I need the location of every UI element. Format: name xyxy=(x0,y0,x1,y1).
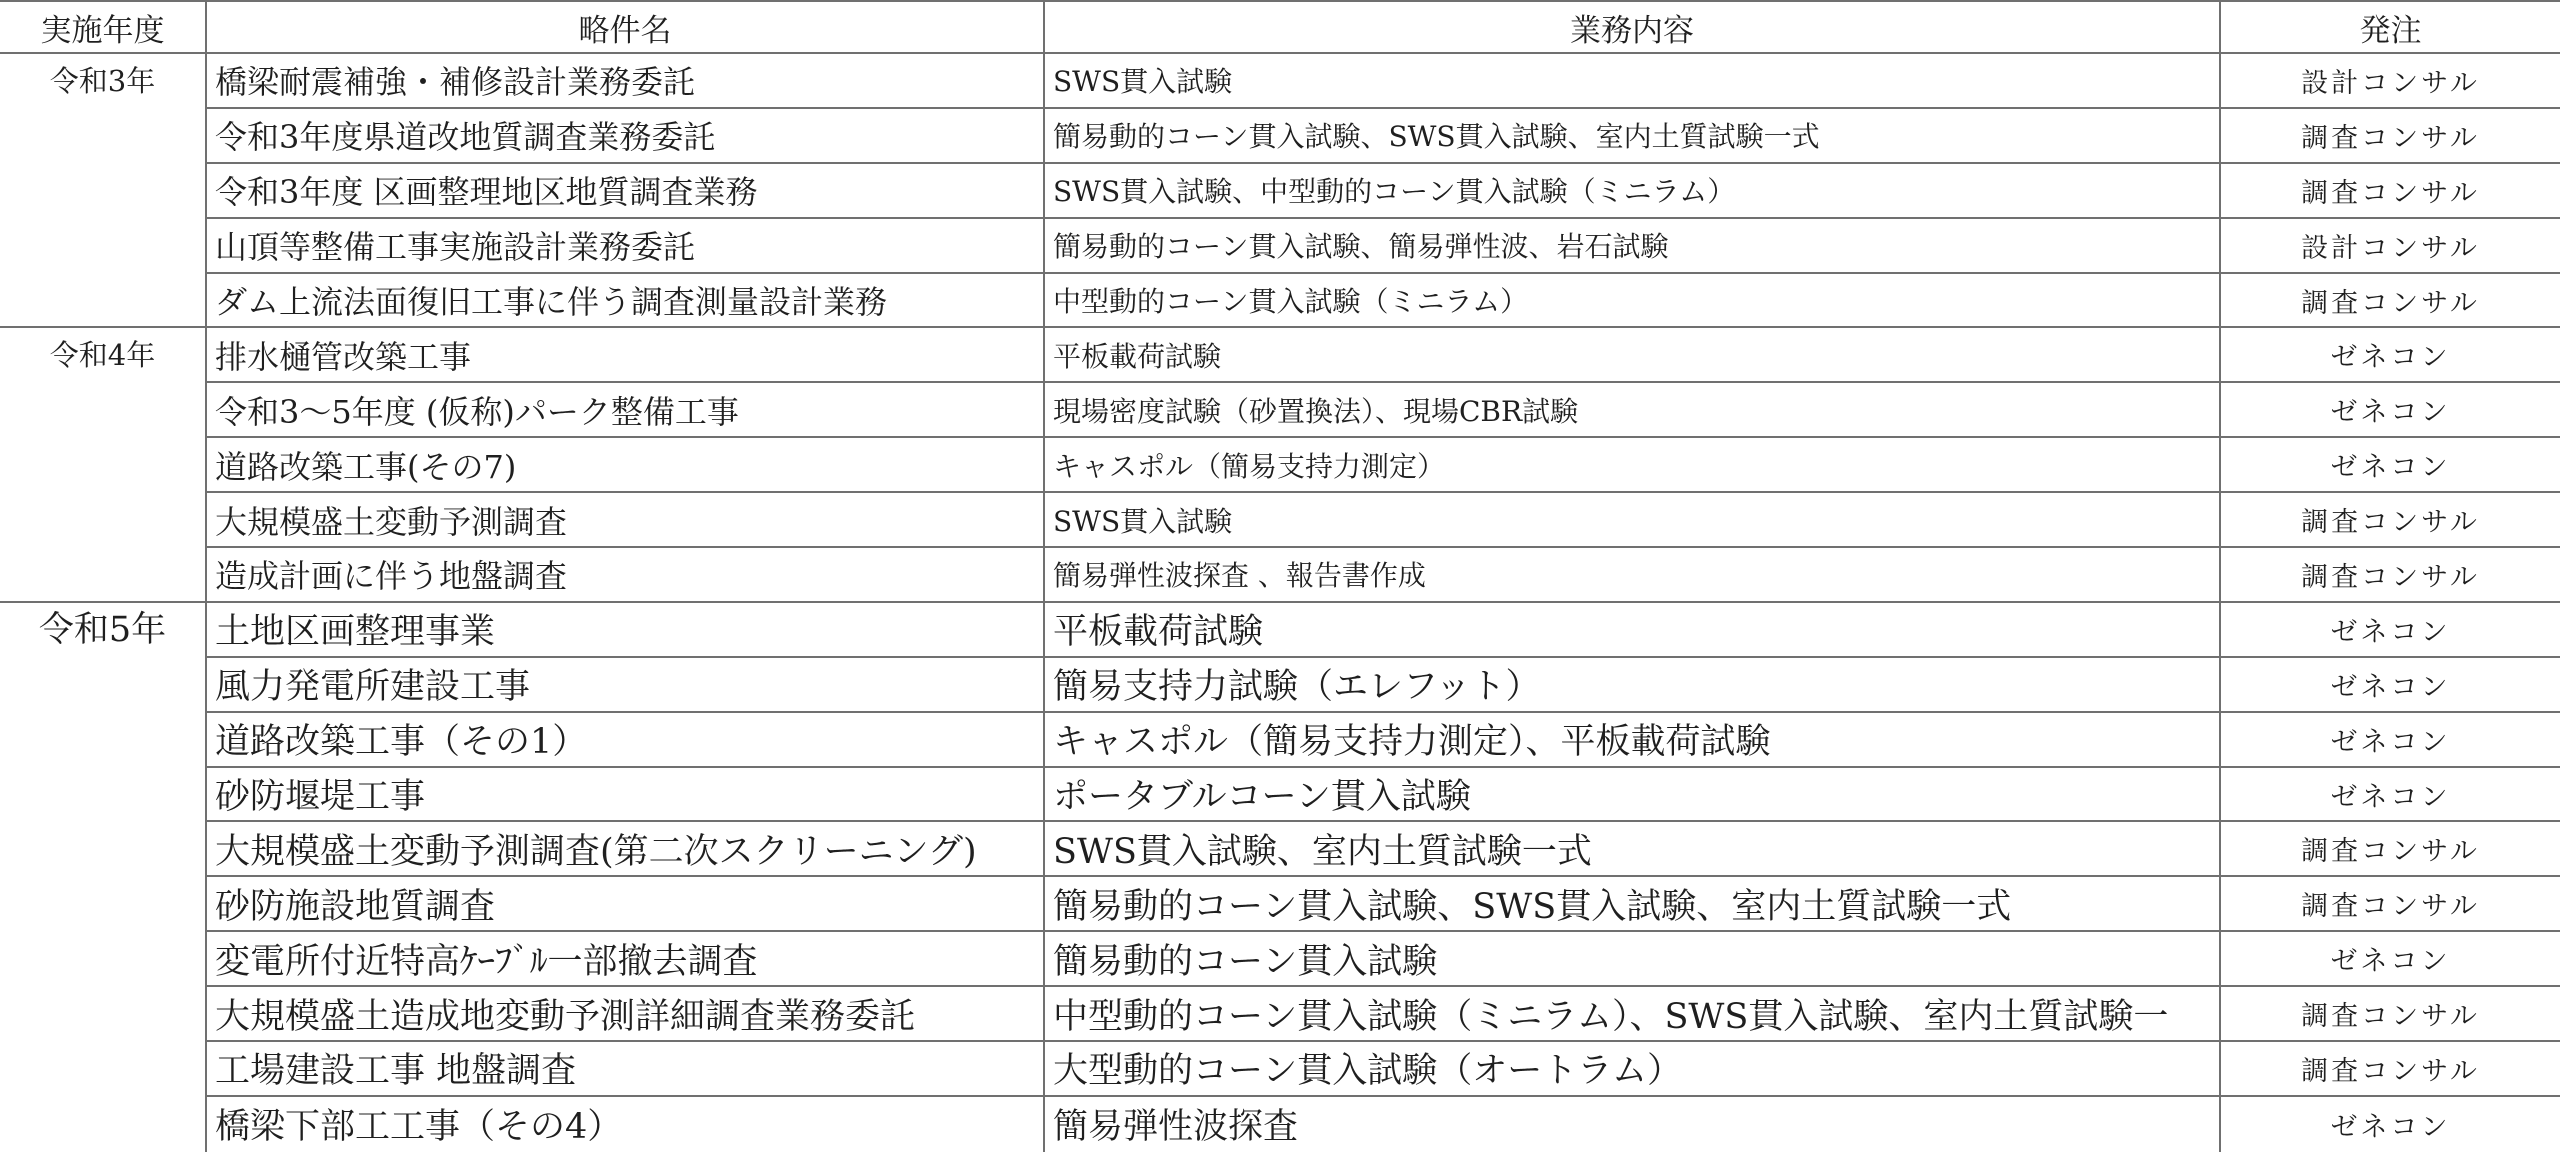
work-content-cell: 大型動的コーン貫入試験（オートラム） xyxy=(1045,1042,2221,1097)
table-row xyxy=(207,438,2560,493)
project-name-cell: 橋梁耐震補強・補修設計業務委託 xyxy=(207,54,1045,109)
project-name-cell: 大規模盛土変動予測調査(第二次スクリーニング) xyxy=(207,822,1045,877)
table-row xyxy=(207,932,2560,987)
client-type-cell: ゼネコン xyxy=(2221,658,2560,713)
work-content-cell: 中型動的コーン貫入試験（ミニラム） xyxy=(1045,274,2221,329)
year-cell: 令和5年 xyxy=(0,603,207,1152)
client-type-cell: 調査コンサル xyxy=(2221,164,2560,219)
table-row xyxy=(207,548,2560,603)
project-name-cell: 土地区画整理事業 xyxy=(207,603,1045,658)
header-client: 発注 xyxy=(2221,2,2560,54)
project-name-cell: 砂防堰堤工事 xyxy=(207,768,1045,823)
work-content-cell: 簡易動的コーン貫入試験、SWS貫入試験、室内土質試験一式 xyxy=(1045,109,2221,164)
work-content-cell: SWS貫入試験、室内土質試験一式 xyxy=(1045,822,2221,877)
work-content-cell: キャスポル（簡易支持力測定）、平板載荷試験 xyxy=(1045,713,2221,768)
work-content-cell: ポータブルコーン貫入試験 xyxy=(1045,768,2221,823)
table-row xyxy=(207,219,2560,274)
project-name-cell: 大規模盛土変動予測調査 xyxy=(207,493,1045,548)
project-name-cell: 令和3年度 区画整理地区地質調査業務 xyxy=(207,164,1045,219)
table-row xyxy=(207,54,2560,109)
client-type-cell: ゼネコン xyxy=(2221,328,2560,383)
client-type-cell: 調査コンサル xyxy=(2221,822,2560,877)
project-name-cell: 山頂等整備工事実施設計業務委託 xyxy=(207,219,1045,274)
table-row xyxy=(207,109,2560,164)
year-group-reiwa3 xyxy=(0,54,2560,328)
client-type-cell: ゼネコン xyxy=(2221,383,2560,438)
table-row xyxy=(207,328,2560,383)
client-type-cell: ゼネコン xyxy=(2221,438,2560,493)
client-type-cell: 調査コンサル xyxy=(2221,493,2560,548)
table-row xyxy=(207,164,2560,219)
table-row xyxy=(207,1042,2560,1097)
work-content-cell: SWS貫入試験、中型動的コーン貫入試験（ミニラム） xyxy=(1045,164,2221,219)
project-name-cell: 橋梁下部工工事（その4） xyxy=(207,1097,1045,1152)
table-row xyxy=(207,822,2560,877)
year-group-rows xyxy=(207,54,2560,328)
year-group-reiwa4 xyxy=(0,328,2560,602)
work-content-cell: 簡易支持力試験（エレフット） xyxy=(1045,658,2221,713)
table-row xyxy=(207,987,2560,1042)
client-type-cell: 設計コンサル xyxy=(2221,54,2560,109)
work-content-cell: SWS貫入試験 xyxy=(1045,493,2221,548)
project-name-cell: 造成計画に伴う地盤調査 xyxy=(207,548,1045,603)
work-content-cell: SWS貫入試験 xyxy=(1045,54,2221,109)
work-content-cell: 簡易動的コーン貫入試験、SWS貫入試験、室内土質試験一式 xyxy=(1045,877,2221,932)
client-type-cell: ゼネコン xyxy=(2221,932,2560,987)
table-row xyxy=(207,1097,2560,1152)
client-type-cell: 調査コンサル xyxy=(2221,109,2560,164)
table-row xyxy=(207,603,2560,658)
project-name-cell: 風力発電所建設工事 xyxy=(207,658,1045,713)
work-content-cell: 簡易弾性波探査 、報告書作成 xyxy=(1045,548,2221,603)
client-type-cell: 設計コンサル xyxy=(2221,219,2560,274)
project-name-cell: 道路改築工事(その7) xyxy=(207,438,1045,493)
work-content-cell: 簡易動的コーン貫入試験、簡易弾性波、岩石試験 xyxy=(1045,219,2221,274)
work-content-cell: 簡易動的コーン貫入試験 xyxy=(1045,932,2221,987)
year-group-reiwa5 xyxy=(0,603,2560,1152)
project-name-cell: 変電所付近特高ｹｰﾌﾞﾙ一部撤去調査 xyxy=(207,932,1045,987)
client-type-cell: 調査コンサル xyxy=(2221,987,2560,1042)
project-name-cell: 令和3～5年度 (仮称)パーク整備工事 xyxy=(207,383,1045,438)
table-header-row xyxy=(0,0,2560,54)
work-content-cell: 現場密度試験（砂置換法）、現場CBR試験 xyxy=(1045,383,2221,438)
table-row xyxy=(207,877,2560,932)
year-group-rows xyxy=(207,328,2560,602)
client-type-cell: ゼネコン xyxy=(2221,768,2560,823)
table-row xyxy=(207,768,2560,823)
header-project-name: 略件名 xyxy=(207,2,1045,54)
work-content-cell: キャスポル（簡易支持力測定） xyxy=(1045,438,2221,493)
header-work-content: 業務内容 xyxy=(1045,2,2221,54)
table-row xyxy=(207,383,2560,438)
project-name-cell: 道路改築工事（その1） xyxy=(207,713,1045,768)
table-row xyxy=(207,493,2560,548)
table-row xyxy=(207,658,2560,713)
client-type-cell: ゼネコン xyxy=(2330,1111,2451,1143)
client-type-cell: 調査コンサル xyxy=(2221,274,2560,329)
table-row xyxy=(207,713,2560,768)
client-type-cell: ゼネコン xyxy=(2221,603,2560,658)
year-cell: 令和4年 xyxy=(0,328,207,602)
work-content-cell: 平板載荷試験 xyxy=(1045,328,2221,383)
year-cell: 令和3年 xyxy=(0,54,207,328)
work-content-cell: 簡易弾性波探査 xyxy=(1045,1097,2221,1152)
work-content-cell: 中型動的コーン貫入試験（ミニラム）、SWS貫入試験、室内土質試験一 xyxy=(1045,987,2221,1042)
project-name-cell: 排水樋管改築工事 xyxy=(207,328,1045,383)
project-name-cell: 砂防施設地質調査 xyxy=(207,877,1045,932)
work-content-cell: 平板載荷試験 xyxy=(1045,603,2221,658)
project-name-cell: 大規模盛土造成地変動予測詳細調査業務委託 xyxy=(207,987,1045,1042)
table-row xyxy=(207,274,2560,329)
project-name-cell: 工場建設工事 地盤調査 xyxy=(207,1042,1045,1097)
project-name-cell: 令和3年度県道改地質調査業務委託 xyxy=(207,109,1045,164)
year-group-rows xyxy=(207,603,2560,1152)
client-type-cell: 調査コンサル xyxy=(2221,548,2560,603)
client-type-cell: ゼネコン xyxy=(2221,713,2560,768)
client-type-cell: 調査コンサル xyxy=(2221,877,2560,932)
project-name-cell: ダム上流法面復旧工事に伴う調査測量設計業務 xyxy=(207,274,1045,329)
header-year: 実施年度 xyxy=(0,2,207,54)
client-type-cell: 調査コンサル xyxy=(2221,1042,2560,1097)
